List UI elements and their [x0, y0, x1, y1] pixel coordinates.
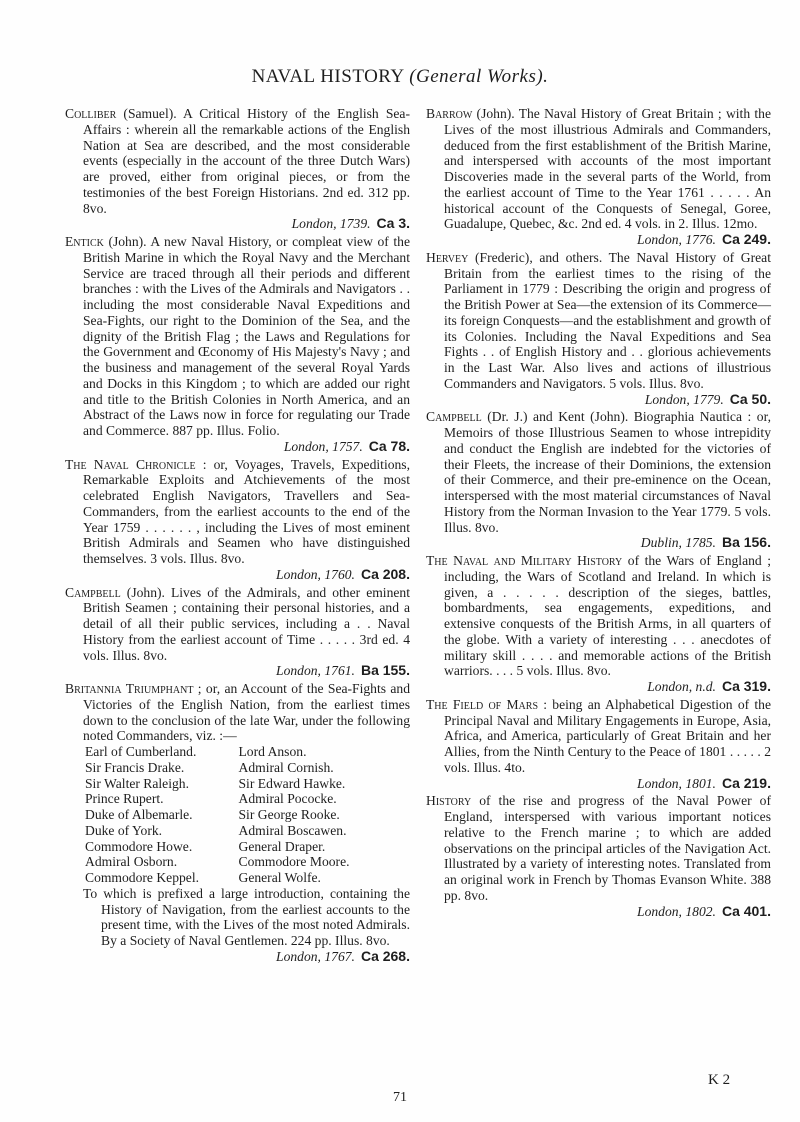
entry-lead: Entick	[65, 234, 104, 249]
entry-place: London, n.d.	[647, 679, 716, 694]
commander-name: Admiral Boscawen.	[238, 822, 347, 838]
entry-place: London, 1776.	[637, 232, 716, 247]
commander-name: Duke of Albemarle.	[85, 807, 193, 822]
entry-imprint	[444, 535, 771, 551]
commander-list	[83, 744, 410, 886]
entry-imprint	[444, 904, 771, 920]
catalog-entry	[426, 250, 771, 408]
commander-name: Duke of York.	[85, 822, 163, 838]
entry-imprint	[83, 439, 410, 455]
left-column	[65, 106, 410, 967]
entry-body: of the Wars of England ; including, the Wars of Scotland and Ireland. In which is given, a . . . . . description of the sieges, battles, bombardments, sea engagements, expeditions, and extensive conquests of the British Arms, in all quarters of the globe. With a variety of interesting . . . anecdotes of military skill . . . . and memorable actions of the British warriors. . . . 5 vols. Illus. 8vo.	[444, 553, 771, 679]
entry-price: Ca 78.	[368, 437, 410, 454]
entry-place: London, 1761.	[276, 663, 355, 679]
entry-place: London, 1760.	[276, 566, 355, 582]
entry-body: (John). The Naval History of Great Britain ; with the Lives of the most illustrious Admirals and Commanders, deduced from the first establishment of the British Marine, and interspersed with accounts of the most important Discoveries made in the several parts of the World, from the earliest account of Time to the Year 1761 . . . . . An historical account of the Conquests of Senegal, Goree, Guadalupe, Quebec, &c. 2nd ed. 4 vols. in 2. Illus. 12mo.	[444, 106, 771, 232]
commander-name: Prince Rupert.	[85, 791, 164, 807]
entry-body: ; or, an Account of the Sea-Fights and Victories of the English Nation, from the earliest times down to the conclusion of the late War, under the following noted Commanders, viz. :—	[83, 681, 411, 744]
entry-body: (John). A new Naval History, or compleat view of the British Marine in which the Royal Navy and the Merchant Service are traced through all their periods and different branches : with the Lives of the Admirals and Navigators . . including the most considerable Naval Expeditions and Sea-Fights, our right to the Dominion of the Sea, and the dignity of the British Flag ; the Laws and Regulations for the Government and Œconomy of His Majesty's Navy ; and the business and management of the several Royal Yards and Docks in this Kingdom ; to which are added our right and title to the British Colonies in North America, and an Abstract of the Laws now in force for regulating our Trade and Commerce. 887 pp. Illus. Folio.	[83, 234, 410, 438]
entry-place: London, 1779.	[644, 391, 724, 407]
commander-name: Commodore Moore.	[238, 854, 350, 870]
entry-place: Dublin, 1785.	[640, 535, 716, 551]
entry-price: Ca 401.	[721, 902, 771, 919]
signature-mark: K 2	[708, 1072, 731, 1088]
entry-body: (John). Lives of the Admirals, and other eminent British Seamen ; containing their personal histories, and a detail of all their public services, including a . . Naval History from the earliest account of Time . . . . . 3rd ed. 4 vols. Illus. 8vo.	[83, 584, 410, 663]
entry-price: Ca 50.	[729, 390, 771, 407]
commander-name: Admiral Osborn.	[85, 854, 178, 870]
commander-name: Commodore Howe.	[85, 838, 193, 854]
entry-body: (Samuel). A Critical History of the English Sea-Affairs : wherein all the remarkable actions of the English Nation at Sea are described, and the most considerable events (especially in the account of the three Dutch Wars) are proved, either from original pieces, or from the testimonies of the best Foreign Historians. 2nd ed. 312 pp. 8vo.	[83, 106, 410, 216]
catalog-entry	[426, 106, 771, 248]
commander-name: Earl of Cumberland.	[85, 744, 197, 759]
entry-body: (Dr. J.) and Kent (John). Biographia Nautica : or, Memoirs of those Illustrious Seamen to whose intrepidity and conduct the English are indebted for the victories of their Fleets, the increase of their Dominions, the extension of their Commerce, and their pre-eminence on the Ocean, interspersed with the most material circumstances of Naval History from the Norman Invasion to the Year 1779. 5 vols. Illus. 8vo.	[444, 409, 771, 535]
entry-lead: Hervey	[426, 249, 469, 265]
catalog-entry	[65, 234, 410, 455]
commander-name: Admiral Pococke.	[238, 791, 337, 807]
right-column	[426, 106, 771, 921]
entry-continuation: To which is prefixed a large introduction, containing the History of Navigation, from the earliest accounts to the present time, with the Lives of the most noted Admirals. By a Society of Naval Gentlemen. 224 pp. Illus. 8vo.	[83, 885, 410, 948]
entry-lead: Britannia Triumphant	[65, 681, 194, 696]
entry-price: Ca 249.	[721, 231, 771, 247]
entry-body: of the rise and progress of the Naval Power of England, interspersed with various important notices relative to the French marine ; to which are added observations on the principal articles of the Navigation Act. Illustrated by a variety of interesting notes. Translated from an original work in French by Thomas Evanson White. 388 pp. 8vo.	[444, 793, 771, 903]
entry-lead: Campbell	[65, 584, 121, 600]
entry-price: Ca 319.	[721, 678, 771, 694]
entry-price: Ba 156.	[721, 534, 771, 551]
entry-place: London, 1801.	[637, 775, 716, 791]
entry-lead: History	[426, 793, 472, 809]
commander-name: General Draper.	[238, 838, 326, 854]
entry-imprint	[444, 776, 771, 792]
entry-lead: Colliber	[65, 106, 117, 121]
commander-name: Admiral Cornish.	[238, 759, 334, 775]
commander-name: Sir Edward Hawke.	[238, 775, 346, 791]
catalog-entry	[65, 106, 410, 232]
entry-imprint	[83, 949, 410, 965]
entry-price: Ca 208.	[360, 565, 410, 582]
entry-price: Ca 219.	[721, 774, 771, 791]
commander-name: Sir Walter Raleigh.	[85, 775, 189, 791]
commander-name: Lord Anson.	[238, 744, 307, 759]
entry-place: London, 1739.	[291, 216, 371, 232]
entry-lead: The Naval and Military History	[426, 553, 623, 568]
entry-imprint	[444, 232, 771, 248]
entry-imprint	[444, 392, 771, 408]
entry-imprint	[444, 679, 771, 695]
commander-name: Sir George Rooke.	[238, 807, 340, 822]
catalog-entry	[65, 585, 410, 680]
entry-body: : being an Alphabetical Digestion of the Principal Naval and Military Engagements in Europe, Asia, Africa, and America, particularly of Great Britain and her Allies, from the Ninth Century to the Peace of 1801 . . . . . 2 vols. Illus. 4to.	[444, 696, 771, 775]
header-subtitle: (General Works).	[409, 66, 549, 87]
entry-imprint	[83, 216, 410, 232]
entry-lead: The Naval Chronicle	[65, 456, 196, 472]
entry-imprint	[83, 663, 410, 679]
entry-body: (Frederic), and others. The Naval History of Great Britain from the earliest times to the rising of the Parliament in 1779 : Describing the origin and progress of the British Power at Sea—the extension of its Commerce—its foreign Conquests—and the establishment and growth of its Colonies. Including the Naval Expeditions and Sea Fights . . of English History and . . glorious achievements in the Last War. Also lives and actions of illustrious Commanders and Navigators. 5 vols. Illus. 8vo.	[444, 249, 771, 391]
catalog-entry	[65, 457, 410, 583]
entry-price: Ba 155.	[360, 662, 410, 679]
catalog-entry	[426, 409, 771, 551]
entry-place: London, 1757.	[283, 438, 363, 454]
commander-name: Commodore Keppel.	[85, 870, 200, 885]
commander-name: Sir Francis Drake.	[85, 759, 185, 775]
entry-price: Ca 268.	[360, 947, 410, 964]
page-header	[0, 66, 800, 88]
page-number: 71	[393, 1090, 407, 1105]
catalog-entry	[426, 553, 771, 695]
catalog-entry	[426, 793, 771, 919]
entry-lead: The Field of Mars	[426, 696, 539, 712]
entry-imprint	[83, 567, 410, 583]
entry-lead: Barrow	[426, 106, 473, 121]
catalog-entry	[65, 681, 410, 965]
commander-name: General Wolfe.	[238, 870, 321, 885]
entry-place: London, 1802.	[637, 903, 716, 919]
entry-price: Ca 3.	[376, 215, 410, 232]
entry-lead: Campbell	[426, 409, 482, 425]
entry-place: London, 1767.	[276, 948, 355, 964]
entry-body: : or, Voyages, Travels, Expeditions, Remarkable Exploits and Atchievements of the most celebrated English Navigators, Travellers and Sea-Commanders, from the earliest accounts to the end of the Year 1759 . . . . . . , including the Lives of most eminent British Admirals and Seamen who have distinguished themselves. 3 vols. Illus. 8vo.	[83, 456, 410, 566]
catalog-entry	[426, 697, 771, 792]
header-title: NAVAL HISTORY	[251, 66, 404, 87]
